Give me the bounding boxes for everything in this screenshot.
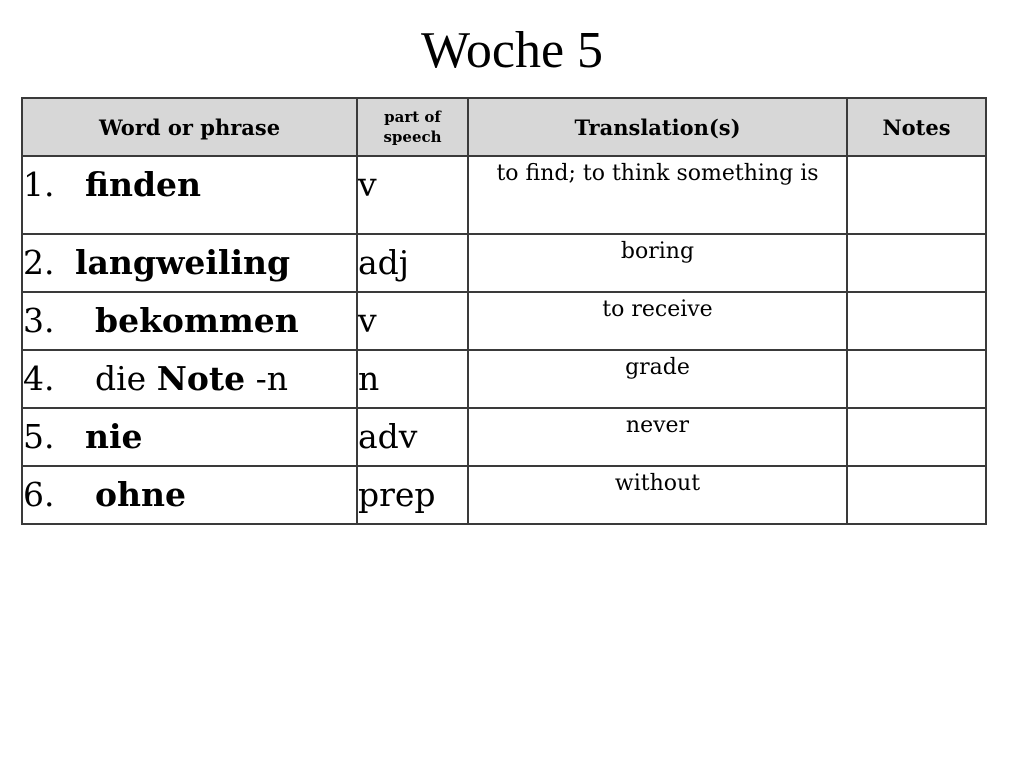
pos-cell: prep [357,466,468,524]
translation-cell: grade [468,350,847,408]
word-cell [22,466,357,524]
table-header-row [22,98,986,156]
notes-cell [847,466,986,524]
translation-cell: to find; to think something is [468,156,847,234]
word-cell [22,234,357,292]
word-bold: langweiling [75,243,291,282]
header-translation: Translation(s) [468,98,847,156]
word-cell [22,408,357,466]
header-part-of-speech [357,98,468,156]
header-word: Word or phrase [22,98,357,156]
notes-cell [847,292,986,350]
notes-cell [847,408,986,466]
row-number: 1. [23,165,55,204]
header-notes: Notes [847,98,986,156]
table-row [22,234,986,292]
translation-cell: boring [468,234,847,292]
word-prefix: die [95,359,157,398]
vocabulary-table [21,97,987,525]
word-bold: ohne [95,475,186,514]
page-title: Woche 5 [420,22,604,79]
word-cell [22,292,357,350]
pos-cell: adj [357,234,468,292]
pos-cell: n [357,350,468,408]
translation-cell: to receive [468,292,847,350]
row-number: 4. [23,359,55,398]
pos-cell: adv [357,408,468,466]
table-row [22,156,986,234]
notes-cell [847,156,986,234]
row-number: 3. [23,301,55,340]
word-cell [22,350,357,408]
notes-cell [847,234,986,292]
header-pos-line1: part of [384,108,441,126]
word-bold: finden [85,165,202,204]
word-cell [22,156,357,234]
word-bold: Note [156,359,246,398]
translation-cell: without [468,466,847,524]
translation-cell: never [468,408,847,466]
word-suffix: -n [245,359,289,398]
pos-cell: v [357,156,468,234]
notes-cell [847,350,986,408]
word-bold: nie [85,417,143,456]
table-row [22,466,986,524]
table-row [22,292,986,350]
pos-cell: v [357,292,468,350]
table-row [22,350,986,408]
row-number: 2. [23,243,55,282]
row-number: 6. [23,475,55,514]
row-number: 5. [23,417,55,456]
table-row [22,408,986,466]
header-pos-line2: speech [383,128,442,146]
word-bold: bekommen [95,301,299,340]
